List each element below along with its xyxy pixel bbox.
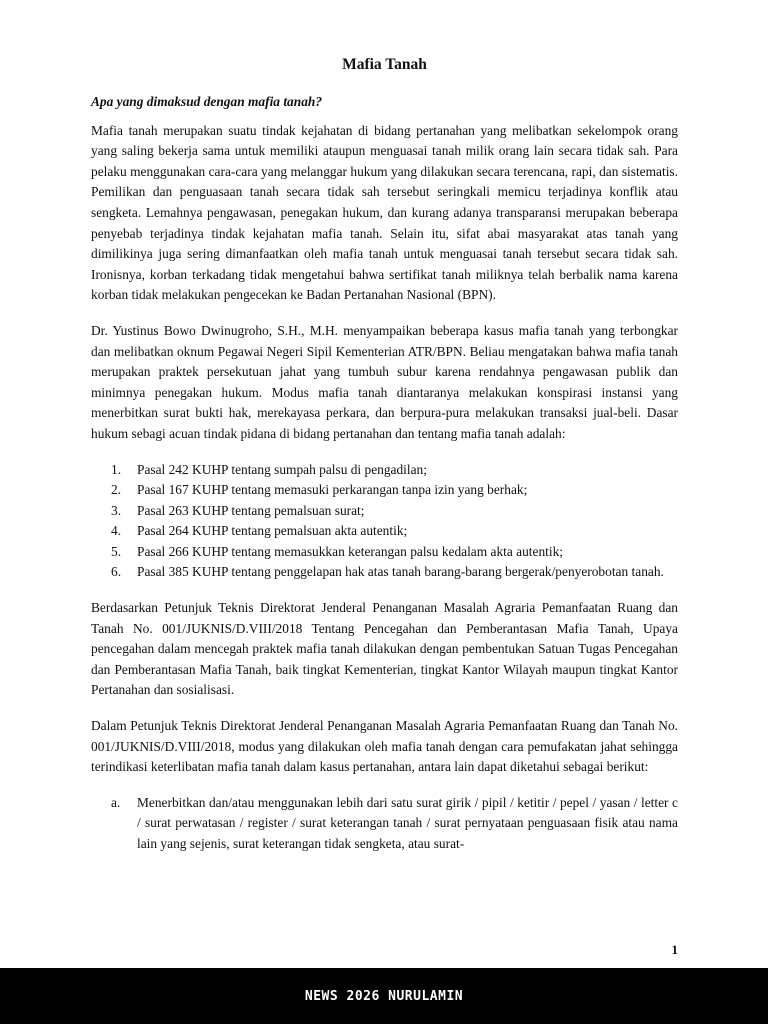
paragraph-definition: Mafia tanah merupakan suatu tindak kejahatan di bidang pertanahan yang melibatkan sekelompok orang yang saling bekerja sama untuk memiliki ataupun menguasai tanah milik orang lain secara tidak sah. Para pelaku menggunakan cara-cara yang melanggar hukum yang dilakukan secara terencana, rapi, dan sistematis. Pemilikan dan penguasaan tanah secara tidak sah tersebut seringkali memicu terjadinya konflik atau sengketa. Lemahnya pengawasan, penegakan hukum, dan kurang adanya transparansi merupakan beberapa penyebab terjadinya tindak kejahatan mafia tanah. Selain itu, sifat abai masyarakat atas tanah yang dimilikinya juga sering dimanfaatkan oleh mafia tanah untuk menguasai tanah tersebut secara tidak sah. Ironisnya, korban terkadang tidak mengetahui bahwa sertifikat tanah miliknya telah berbalik nama karena korban tidak melakukan pengecekan ke Badan Pertanahan Nasional (BPN). [91, 122, 678, 303]
footer-watermark-text: NEWS 2026 NURULAMIN [304, 988, 464, 1004]
list-text: Menerbitkan dan/atau menggunakan lebih dari satu surat girik / pipil / ketitir / pepel / yasan / letter c / surat perwatasan / register / surat keterangan tanah / surat pernyataan penguasaan fisik atau nama lain yang sejenis, surat keterangan tidak sengketa, atau surat- [137, 794, 678, 851]
list-item [91, 480, 678, 501]
list-letter: a. [111, 794, 121, 810]
paragraph-expert-statement: Dr. Yustinus Bowo Dwinugroho, S.H., M.H. menyampaikan beberapa kasus mafia tanah yang terbongkar dan melibatkan oknum Pegawai Negeri Sipil Kementerian ATR/BPN. Beliau mengatakan bahwa mafia tanah merupakan praktek persekutuan jahat yang tumbuh subur karena rendahnya pengawasan publik dan minimnya penegakan hukum. Modus mafia tanah diantaranya melakukan konspirasi instansi yang menerbitkan surat bukti hak, merekayasa perkara, dan berpura-pura melakukan transaksi jual-beli. Dasar hukum sebagi acuan tindak pidana di bidang pertanahan dan tentang mafia tanah adalah: [91, 322, 678, 441]
list-item [91, 562, 678, 583]
list-text: Pasal 264 KUHP tentang pemalsuan akta autentik; [137, 523, 408, 539]
list-text: Pasal 385 KUHP tentang penggelapan hak atas tanah barang-barang bergerak/penyerobotan tanah. [137, 564, 664, 580]
list-text: Pasal 167 KUHP tentang memasuki perkarangan tanpa izin yang berhak; [137, 482, 528, 498]
list-number: 4. [111, 523, 122, 539]
list-item [91, 521, 678, 542]
document-title: Mafia Tanah [342, 56, 427, 73]
list-item [91, 501, 678, 522]
list-text: Pasal 242 KUHP tentang sumpah palsu di pengadilan; [137, 461, 427, 477]
document-content [91, 54, 678, 855]
list-number: 2. [111, 482, 122, 498]
footer-bar [0, 968, 768, 1024]
list-number: 3. [111, 502, 122, 518]
list-number: 1. [111, 461, 122, 477]
list-item [91, 542, 678, 563]
list-item [91, 793, 678, 855]
list-item [91, 460, 678, 481]
section-question: Apa yang dimaksud dengan mafia tanah? [91, 94, 323, 109]
list-text: Pasal 266 KUHP tentang memasukkan keterangan palsu kedalam akta autentik; [137, 543, 564, 559]
paragraph-prevention: Berdasarkan Petunjuk Teknis Direktorat Jenderal Penanganan Masalah Agraria Pemanfaatan Ruang dan Tanah No. 001/JUKNIS/D.VIII/2018 Tentang Pencegahan dan Pemberantasan Mafia Tanah, Upaya pencegahan dalam mencegah praktek mafia tanah dilakukan dengan pembentukan Satuan Tugas Pencegahan dan Pemberantasan Mafia Tanah, baik tingkat Kementerian, tingkat Kantor Wilayah maupun tingkat Kantor Pertanahan dan sosialisasi. [91, 600, 678, 698]
page-number: 1 [671, 942, 678, 957]
list-number: 5. [111, 543, 122, 559]
list-text: Pasal 263 KUHP tentang pemalsuan surat; [137, 502, 365, 518]
list-number: 6. [111, 564, 122, 580]
legal-basis-list [91, 460, 678, 584]
modus-list [91, 793, 678, 855]
paragraph-modus-intro: Dalam Petunjuk Teknis Direktorat Jenderal Penanganan Masalah Agraria Pemanfaatan Ruang dan Tanah No. 001/JUKNIS/D.VIII/2018, modus yang dilakukan oleh mafia tanah dengan cara pemufakatan jahat sehingga terindikasi keterlibatan mafia tanah dalam kasus pertanahan, antara lain dapat diketahui sebagai berikut: [91, 718, 678, 775]
